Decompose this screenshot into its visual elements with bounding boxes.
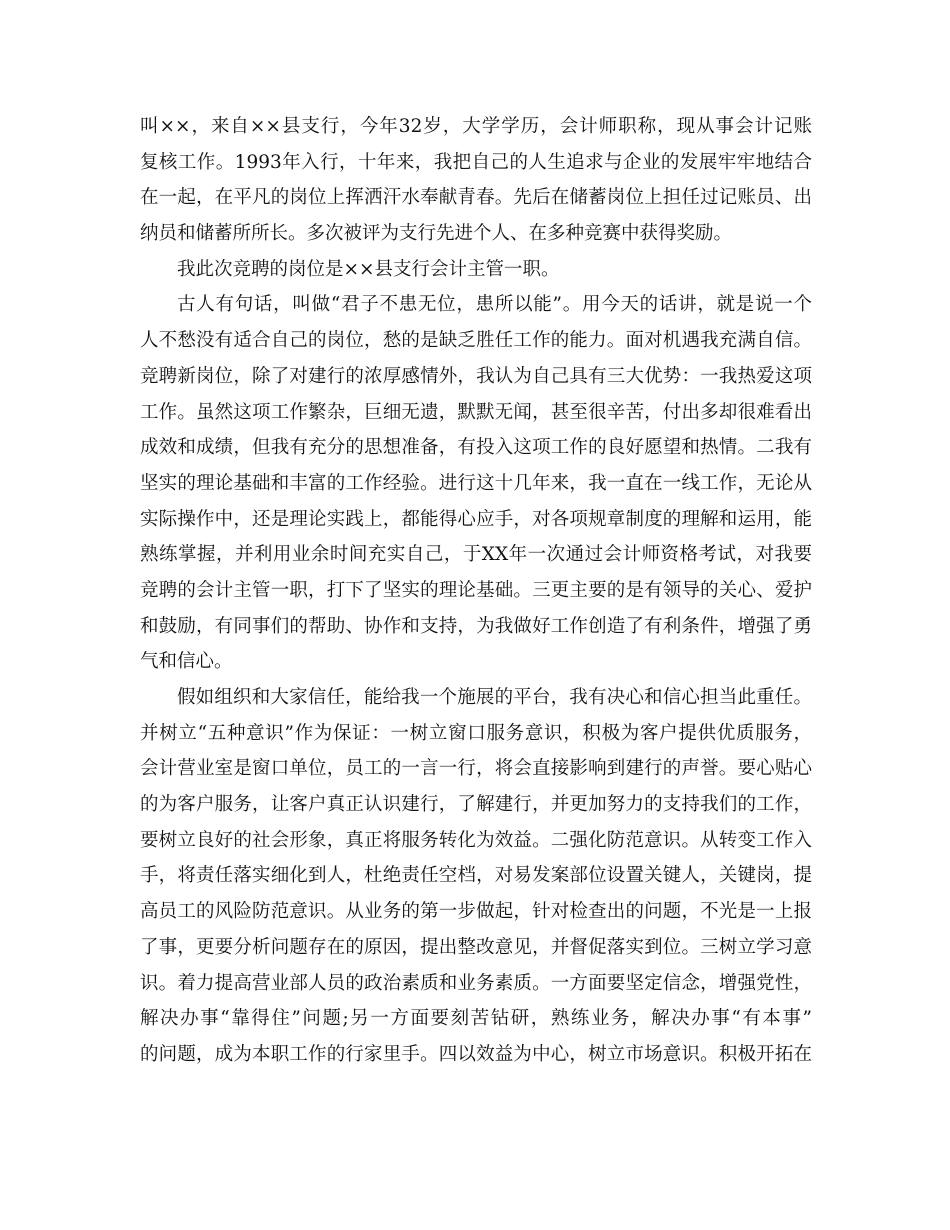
- text-line: 手，将责任落实细化到人，杜绝责任空档，对易发案部位设置关键人，关键岗，提: [140, 865, 812, 887]
- text-line: 在一起，在平凡的岗位上挥洒汗水奉献青春。先后在储蓄岗位上担任过记账员、出: [140, 187, 812, 209]
- text-line: 高员工的风险防范意识。从业务的第一步做起，针对检查出的问题，不光是一上报: [140, 901, 812, 923]
- text-line: 解决办事“靠得住”问题;另一方面要刻苦钻研，熟练业务，解决办事“有本事”: [140, 1008, 812, 1030]
- text-line: 和鼓励，有同事们的帮助、协作和支持，为我做好工作创造了有利条件，增强了勇: [140, 615, 812, 637]
- paragraph-start: 假如组织和大家信任，能给我一个施展的平台，我有决心和信心担当此重任。: [177, 687, 812, 708]
- text-line: 叫××，来自××县支行，今年32岁，大学学历，会计师职称，现从事会计记账: [140, 116, 812, 137]
- text-line: 成效和成绩，但我有充分的思想准备，有投入这项工作的良好愿望和热情。二我有: [140, 437, 812, 459]
- text-line: 竞聘的会计主管一职，打下了坚实的理论基础。三更主要的是有领导的关心、爱护: [140, 579, 812, 601]
- text-line: 并树立“五种意识”作为保证：一树立窗口服务意识，积极为客户提供优质服务，: [140, 722, 812, 744]
- text-line: 复核工作。1993年入行，十年来，我把自己的人生追求与企业的发展牢牢地结合: [140, 151, 812, 173]
- text-line: 了事，更要分析问题存在的原因，提出整改意见，并督促落实到位。三树立学习意: [140, 936, 812, 958]
- text-line: 识。着力提高营业部人员的政治素质和业务素质。一方面要坚定信念，增强党性，: [140, 972, 812, 994]
- text-line: 工作。虽然这项工作繁杂，巨细无遗，默默无闻，甚至很辛苦，付出多却很难看出: [140, 401, 812, 423]
- paragraph-start: 古人有句话，叫做“君子不患无位，患所以能”。用今天的话讲，就是说一个: [177, 294, 812, 316]
- text-line: 气和信心。: [140, 651, 233, 673]
- text-line: 会计营业室是窗口单位，员工的一言一行，将会直接影响到建行的声誉。要心贴心: [140, 758, 812, 780]
- document-body: [140, 109, 812, 1073]
- text-line: 的问题，成为本职工作的行家里手。四以效益为中心，树立市场意识。积极开拓在: [140, 1043, 812, 1065]
- paragraph-start: 我此次竞聘的岗位是××县支行会计主管一职。: [177, 258, 560, 280]
- text-line: 熟练掌握，并利用业余时间充实自己，于XX年一次通过会计师资格考试，对我要: [140, 544, 812, 566]
- text-line: 要树立良好的社会形象，真正将服务转化为效益。二强化防范意识。从转变工作入: [140, 829, 812, 851]
- text-line: 竞聘新岗位，除了对建行的浓厚感情外，我认为自己具有三大优势：一我热爱这项: [140, 365, 812, 387]
- text-line: 实际操作中，还是理论实践上，都能得心应手，对各项规章制度的理解和运用，能: [140, 508, 812, 530]
- text-line: 纳员和储蓄所所长。多次被评为支行先进个人、在多种竞赛中获得奖励。: [140, 223, 733, 245]
- text-line: 坚实的理论基础和丰富的工作经验。进行这十几年来，我一直在一线工作，无论从: [140, 472, 812, 494]
- text-line: 人不愁没有适合自己的岗位，愁的是缺乏胜任工作的能力。面对机遇我充满自信。: [140, 330, 812, 352]
- text-line: 的为客户服务，让客户真正认识建行，了解建行，并更加努力的支持我们的工作，: [140, 794, 812, 816]
